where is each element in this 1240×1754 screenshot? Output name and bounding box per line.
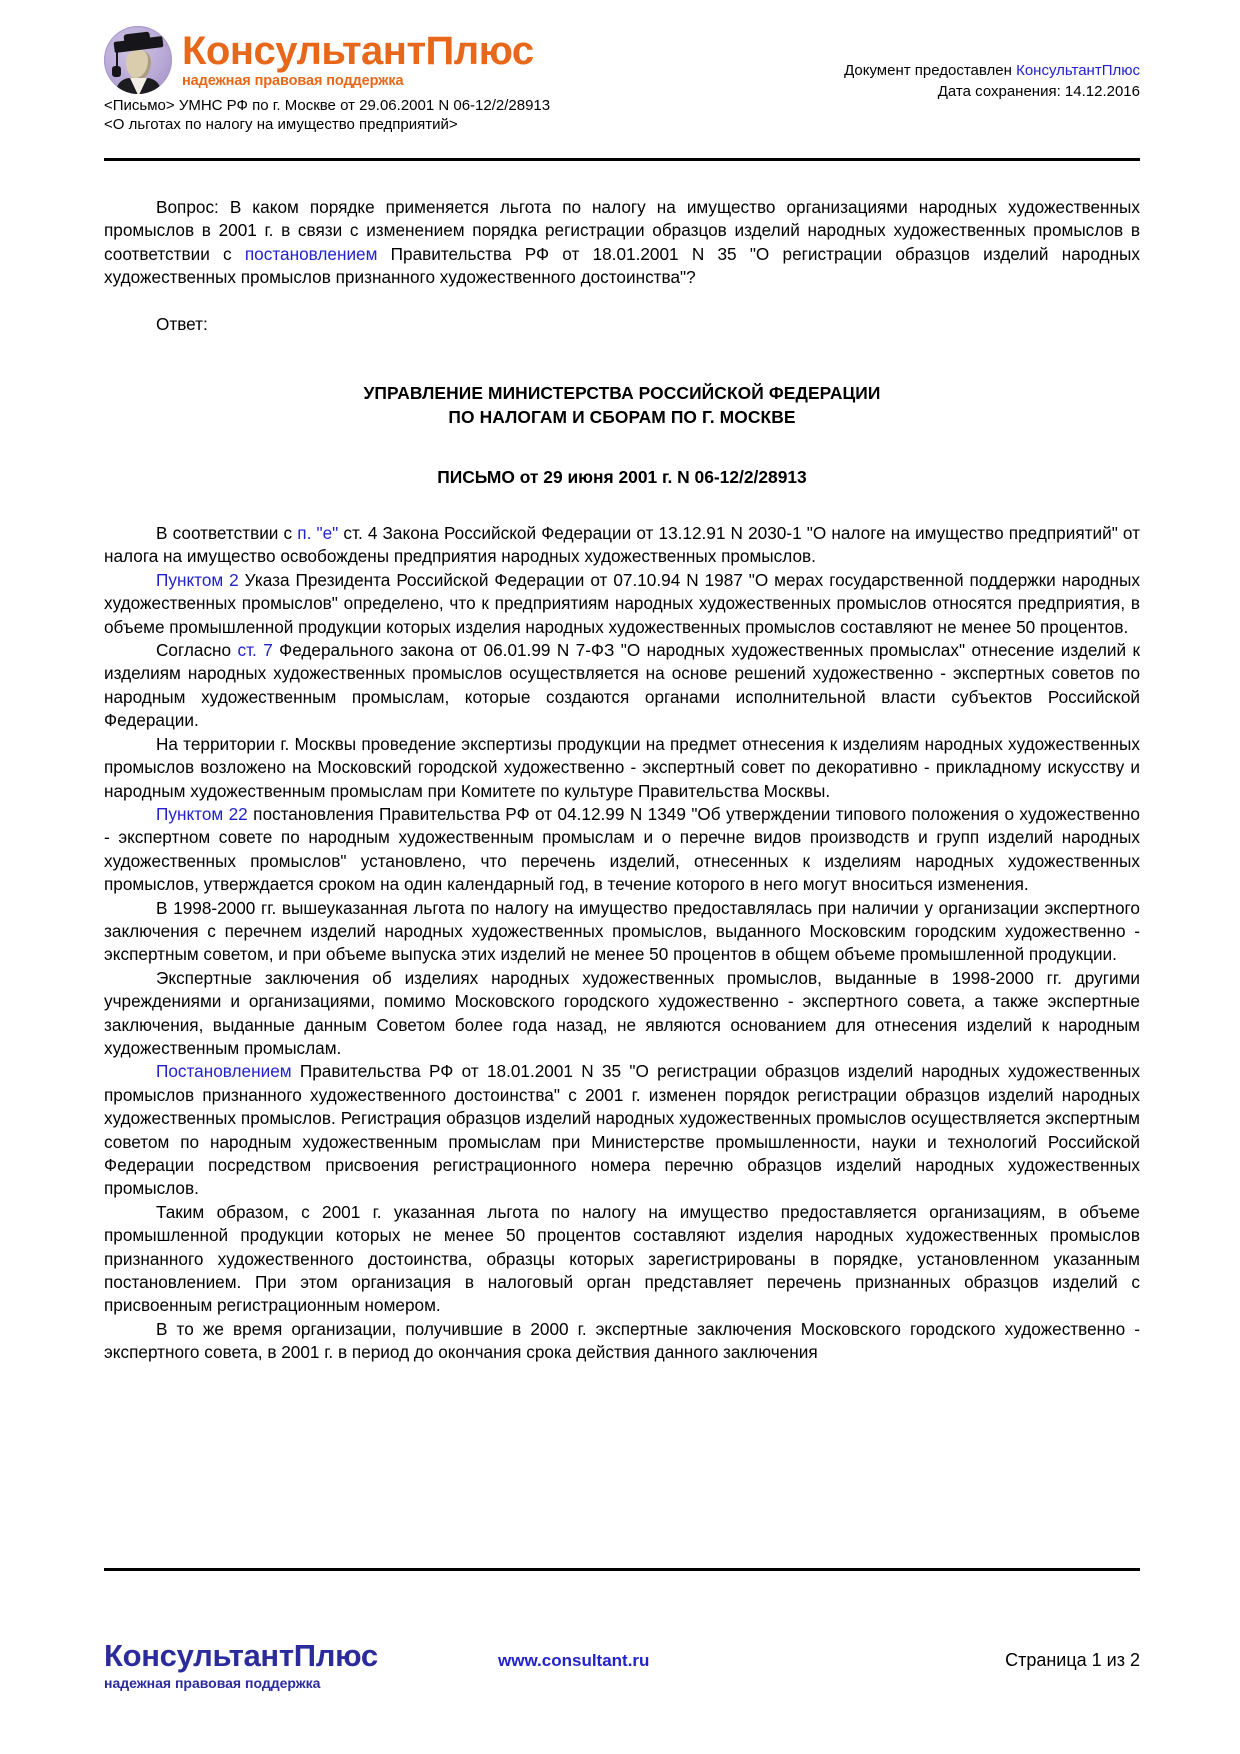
logo-text [182, 31, 534, 89]
graduate-figure-icon [104, 26, 172, 94]
paragraph-text-a: В соответствии с [156, 523, 298, 544]
link-postanovleniem-2[interactable]: Постановлением [156, 1061, 292, 1082]
page-header [0, 0, 1240, 160]
logo-title: КонсультантПлюс [182, 29, 534, 74]
question-paragraph [104, 196, 1140, 290]
footer-website-link[interactable]: www.consultant.ru [498, 1651, 650, 1670]
paragraph-text-b: ст. 4 Закона Российской Федерации от 13.12.91 N 2030-1 "О налоге на имущество предприятий" от налога на имущество освобождены предприятия народных художественных промыслов. [104, 523, 1140, 567]
letter-word: ПИСЬМО [437, 467, 515, 488]
link-punkt-e[interactable]: п. "е" [297, 523, 339, 544]
footer-logo-title: КонсультантПлюс [104, 1638, 378, 1673]
footer-page-number: Страница 1 из 2 [1005, 1650, 1140, 1670]
saved-date: Дата сохранения: 14.12.2016 [937, 83, 1140, 100]
body-paragraph [104, 639, 1140, 733]
body-paragraph [104, 803, 1140, 897]
answer-label: Ответ: [156, 313, 208, 334]
body-paragraph [104, 569, 1140, 639]
document-reference-line-2: <О льготах по налогу на имущество предприятий> [104, 116, 458, 133]
link-statya-7[interactable]: ст. 7 [237, 640, 273, 661]
provided-by-prefix: Документ предоставлен [844, 62, 1017, 79]
link-postanovleniem[interactable]: постановлением [244, 243, 378, 264]
paragraph-text-a: В то же время организации, получившие в 2000 г. экспертные заключения Московского городского художественно - экспертного совета, в 2001 г. в период до окончания срока действия данного заключения [104, 1318, 1140, 1363]
consultant-plus-logo [104, 26, 534, 94]
provided-by-line [844, 60, 1140, 81]
authority-title-line-1: УПРАВЛЕНИЕ МИНИСТЕРСТВА РОССИЙСКОЙ ФЕДЕРАЦИИ [363, 383, 881, 404]
body-paragraph [104, 733, 1140, 803]
body-paragraph [104, 1318, 1140, 1365]
question-text-a: Вопрос: В каком порядке применяется льгота по налогу на имущество организациями народных художественных промыслов в 2001 г. в связи с изменением порядка регистрации образцов изделий народных художественных промыслов в соответствии с [104, 197, 1140, 264]
document-body [104, 196, 1140, 1365]
body-paragraph [104, 967, 1140, 1061]
paragraph-text-a: В 1998-2000 гг. вышеуказанная льгота по налогу на имущество предоставлялась при наличии у организации экспертного заключения с перечнем изделий народных художественных промыслов, выданного Московским городским художественно - экспертным советом, и при объеме выпуска этих изделий не менее 50 процентов в общем объеме промышленной продукции. [104, 897, 1140, 965]
body-paragraph [104, 522, 1140, 569]
document-reference [104, 96, 550, 134]
page-footer [0, 1640, 1240, 1730]
letter-date: от 29 июня 2001 г. N 06-12/2/28913 [519, 467, 807, 488]
paragraph-text-a: Согласно [156, 640, 238, 661]
link-punktom-22[interactable]: Пунктом 22 [156, 803, 248, 824]
paragraph-text-b: Федерального закона от 06.01.99 N 7-ФЗ "О народных художественных промыслах" отнесение изделий к изделиям народных художественных промыслов осуществляется на основе решений художественно - экспертных советов по народным художественным промыслам, которые создаются органами исполнительной власти субъектов Российской Федерации. [104, 640, 1140, 731]
paragraph-text-a: На территории г. Москвы проведение экспертизы продукции на предмет отнесения к изделиям народных художественных промыслов возложено на Московский городской художественно - экспертный совет по декоративно - прикладному искусству и народным художественным промыслам при Комитете по культуре Правительства Москвы. [104, 733, 1140, 801]
provided-by-block [844, 60, 1140, 102]
footer-logo-subtitle: надежная правовая поддержка [104, 1675, 321, 1691]
paragraph-text-b: Указа Президента Российской Федерации от 07.10.94 N 1987 "О мерах государственной поддержки народных художественных промыслов" определено, что к предприятиям народных художественных промыслов относятся предприятия, в объеме промышленной продукции которых изделия народных художественных промыслов составляют не менее 50 процентов. [104, 569, 1140, 637]
footer-logo [104, 1640, 378, 1690]
letter-heading [104, 465, 1140, 490]
header-divider [104, 158, 1140, 161]
provided-by-brand: КонсультантПлюс [1016, 62, 1140, 79]
body-paragraph [104, 897, 1140, 967]
footer-divider [104, 1568, 1140, 1571]
question-text-b: Правительства РФ от 18.01.2001 N 35 "О регистрации образцов изделий народных художественных промыслов признанного художественного достоинства"? [104, 243, 1141, 288]
document-reference-line-1: <Письмо> УМНС РФ по г. Москве от 29.06.2001 N 06-12/2/28913 [104, 97, 551, 114]
body-paragraph [104, 1201, 1140, 1318]
authority-title [104, 382, 1140, 429]
paragraph-text-b: постановления Правительства РФ от 04.12.99 N 1349 "Об утверждении типового положения о художественно - экспертном совете по народным художественным промыслам и о перечне видов производств и групп изделий народных художественных промыслов" установлено, что перечень изделий, отнесенных к изделиям народных художественных промыслов, утверждается сроком на один календарный год, в течение которого в него могут вноситься изменения. [104, 803, 1140, 895]
letter-body [104, 522, 1140, 1365]
paragraph-text-a: Экспертные заключения об изделиях народных художественных промыслов, выданные в 1998-2000 гг. другими учреждениями и организациями, помимо Московского городского художественно - экспертного совета, а также экспертные заключения, выданные данным Советом более года назад, не являются основанием для отнесения изделий к народным художественным промыслам. [104, 967, 1140, 1058]
authority-title-line-2: ПО НАЛОГАМ И СБОРАМ ПО Г. МОСКВЕ [448, 406, 796, 427]
body-paragraph [104, 1060, 1140, 1200]
link-punktom-2[interactable]: Пунктом 2 [156, 569, 239, 590]
paragraph-text-a: Таким образом, с 2001 г. указанная льгота по налогу на имущество предоставляется организациям, в объеме промышленной продукции которых не менее 50 процентов составляют изделия народных художественных промыслов признанного художественного достоинства, образцы которых зарегистрированы в порядке, установленном указанным постановлением. При этом организация в налоговый орган представляет перечень признанных образцов изделий с присвоенным регистрационным номером. [104, 1201, 1140, 1316]
logo-subtitle: надежная правовая поддержка [182, 73, 404, 90]
paragraph-text-b: Правительства РФ от 18.01.2001 N 35 "О регистрации образцов изделий народных художественных промыслов признанного художественного достоинства" с 2001 г. изменен порядок регистрации образцов изделий народных художественных промыслов. Регистрация образцов изделий народных художественных промыслов осуществляется экспертным советом по народным художественным промыслам при Министерстве промышленности, науки и технологий Российской Федерации посредством присвоения регистрационного номера перечню образцов изделий народных художественных промыслов. [104, 1061, 1140, 1199]
